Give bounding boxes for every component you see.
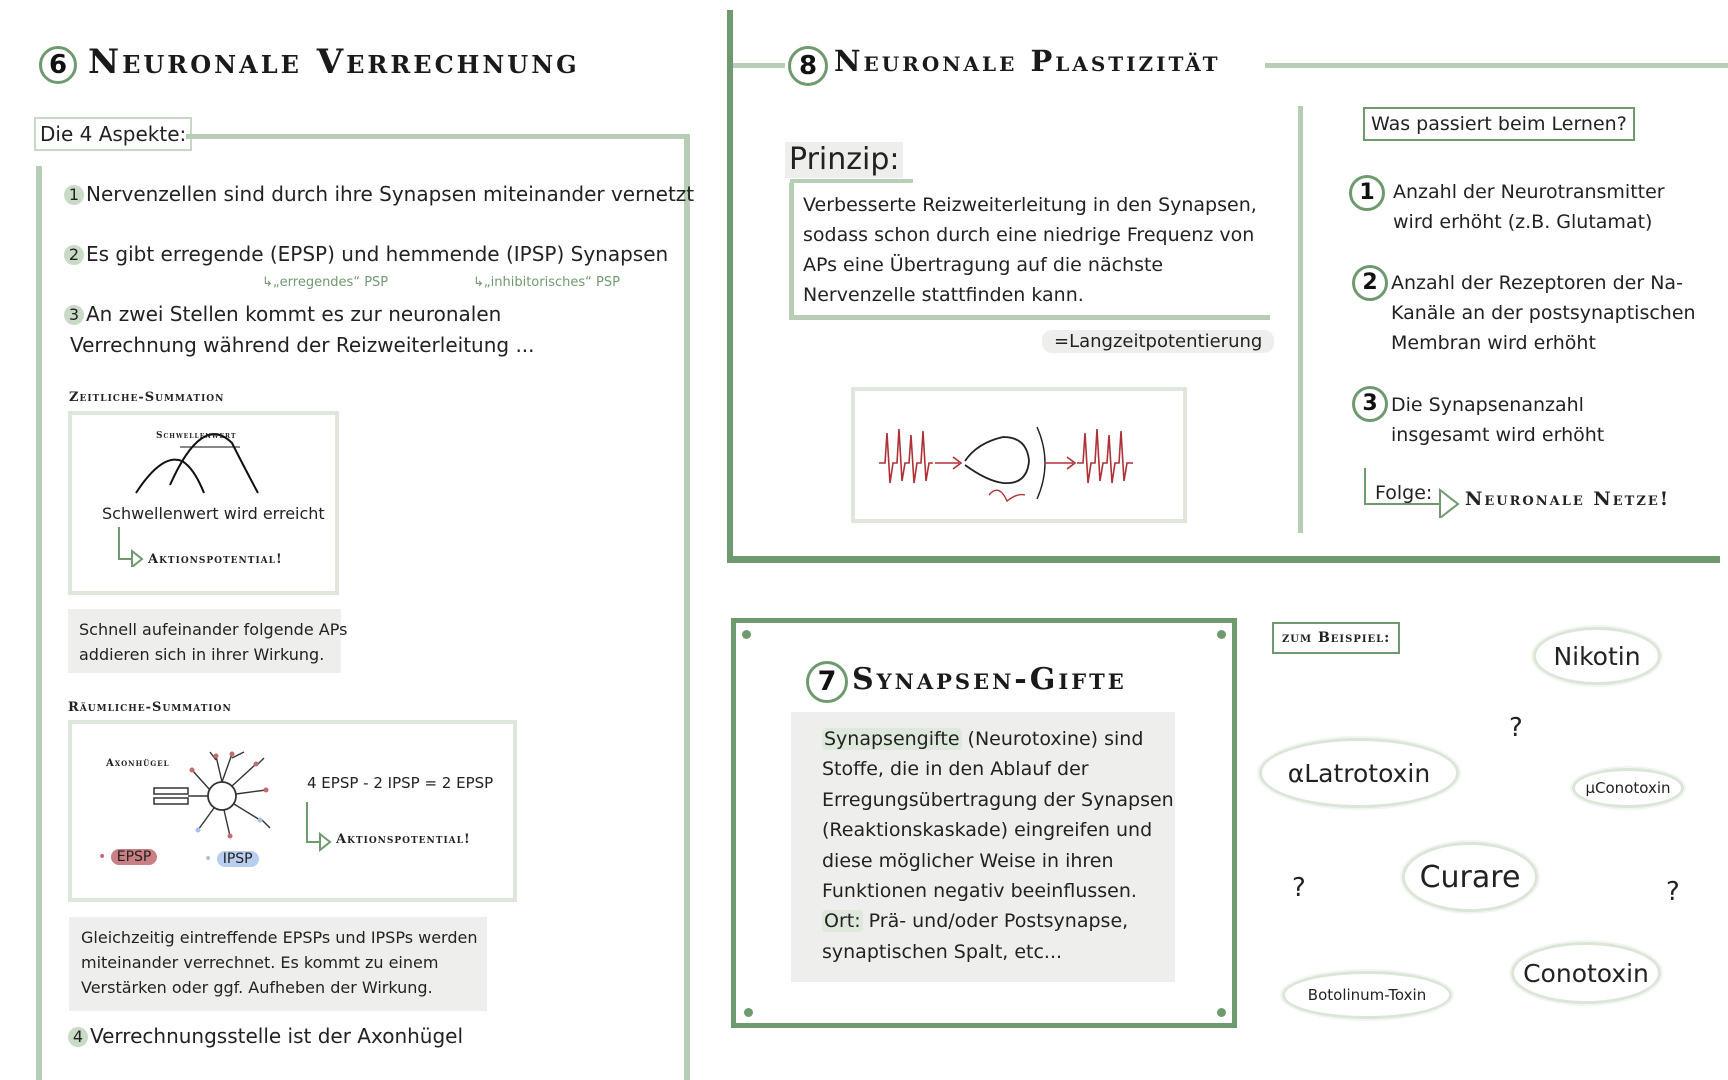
prinzip-line-2: sodass schon durch eine niedrige Frequenz von — [803, 224, 1255, 246]
lernen-number-1: 1 — [1349, 175, 1385, 211]
gifte-term: Synapsengifte — [824, 728, 960, 750]
prinzip-frame-left — [789, 183, 794, 319]
question-mark: ? — [1292, 873, 1306, 903]
lernen-point-2-line2: Kanäle an der postsynaptischen — [1391, 302, 1696, 324]
aspects-divider — [186, 134, 690, 139]
example-label: zum Beispiel: — [1272, 622, 1400, 654]
prinzip-line-3: APs eine Übertragung auf die nächste — [803, 254, 1164, 276]
section-number-6: 6 — [39, 46, 77, 84]
note-epsp-text: „erregendes“ PSP — [272, 275, 389, 290]
prinzip-line-4: Nervenzelle stattfinden kann. — [803, 284, 1084, 306]
zeitlich-description — [68, 609, 348, 673]
arrow-icon — [116, 527, 146, 567]
frame-corner-dot — [1217, 1008, 1226, 1017]
gifte-line-8: synaptischen Spalt, etc... — [822, 940, 1063, 963]
point-3-number: 3 — [64, 305, 84, 325]
point-2-number: 2 — [64, 245, 84, 265]
left-frame-right — [684, 134, 690, 1080]
question-mark: ? — [1666, 877, 1680, 907]
folge-value: Neuronale Netze! — [1465, 488, 1671, 510]
gifte-first: (Neurotoxine) sind — [961, 728, 1144, 750]
raeumlich-desc-line3: Verstärken oder ggf. Aufheben der Wirkung. — [81, 978, 433, 997]
gifte-line-2: Stoffe, die in den Ablauf der — [822, 758, 1089, 781]
summation-formula: 4 EPSP - 2 IPSP = 2 EPSP — [307, 774, 494, 792]
section8-frame-left — [727, 10, 733, 563]
legend-ipsp-label: IPSP — [217, 851, 259, 867]
lernen-point-3 — [1391, 390, 1604, 450]
zeitlich-desc-line2: addieren sich in ihrer Wirkung. — [79, 645, 325, 664]
axon-label: Axonhügel — [106, 758, 170, 769]
lernen-point-1 — [1393, 177, 1665, 237]
question-mark: ? — [1509, 713, 1523, 743]
section-title-plastizitaet: Neuronale Plastizität — [834, 44, 1221, 78]
lernen-number-3: 3 — [1352, 386, 1388, 422]
lernen-point-2-line1: Anzahl der Rezeptoren der Na- — [1391, 272, 1683, 294]
note-epsp-arrow-icon: ↳ — [262, 275, 273, 290]
toxin-botulinum: Botolinum-Toxin — [1282, 971, 1452, 1019]
ort-label: Ort: — [824, 910, 861, 933]
note-ipsp-arrow-icon: ↳ — [473, 275, 484, 290]
zeitlich-result: Aktionspotential! — [148, 552, 283, 567]
alpha-symbol: α — [1287, 758, 1305, 788]
gifte-line-4: (Reaktionskaskade) eingreifen und — [822, 819, 1153, 842]
section8-frame-bottom — [727, 556, 1720, 563]
prinzip-label: Prinzip: — [785, 142, 903, 178]
lernen-label: Was passiert beim Lernen? — [1363, 107, 1635, 141]
ort-text: Prä- und/oder Postsynapse, — [862, 910, 1129, 933]
lernen-point-2-line3: Membran wird erhöht — [1391, 332, 1596, 354]
lernen-divider — [1298, 106, 1303, 533]
neuron-icon — [152, 750, 272, 840]
conotoxin-small-name: Conotoxin — [1595, 779, 1671, 797]
point-4 — [68, 1021, 463, 1051]
prinzip-underline — [790, 179, 913, 183]
point-3 — [64, 299, 501, 329]
frame-corner-dot — [744, 1008, 753, 1017]
left-frame-left — [36, 166, 42, 1080]
toxin-latrotoxin — [1259, 738, 1459, 808]
section-title-gifte: Synapsen-Gifte — [852, 662, 1127, 697]
section8-title-line-left — [733, 63, 785, 68]
lernen-point-1-line1: Anzahl der Neurotransmitter — [1393, 181, 1665, 203]
epsp-dot-icon: • — [98, 849, 107, 865]
point-3-text-line1: An zwei Stellen kommt es zur neuronalen — [86, 302, 502, 326]
gifte-line-3: Erregungsübertragung der Synapsen — [822, 788, 1174, 811]
section-number-8: 8 — [788, 46, 828, 86]
toxin-curare: Curare — [1402, 842, 1538, 912]
ap-sketch-box — [851, 387, 1187, 523]
legend-epsp — [98, 849, 157, 865]
legend-epsp-label: EPSP — [111, 849, 158, 865]
prinzip-line-1: Verbesserte Reizweiterleitung in den Synapsen, — [803, 194, 1257, 216]
zeitlich-desc-line1: Schnell aufeinander folgende APs — [79, 620, 348, 639]
point-1 — [64, 179, 694, 209]
toxin-nikotin: Nikotin — [1533, 627, 1661, 685]
section-number-7: 7 — [806, 661, 848, 703]
toxin-conotoxin-small — [1572, 768, 1684, 808]
arrow-icon — [304, 802, 334, 852]
frame-corner-dot — [742, 630, 751, 639]
point-2-text: Es gibt erregende (EPSP) und hemmende (IPSP) Synapsen — [86, 242, 669, 266]
raeumlich-result: Aktionspotential! — [336, 832, 471, 847]
ltp-label: =Langzeitpotentierung — [1042, 330, 1274, 353]
point-1-number: 1 — [64, 185, 84, 205]
prinzip-frame-bottom — [789, 315, 1270, 320]
raeumlich-heading: Räumliche-Summation — [68, 700, 232, 715]
gifte-text — [822, 724, 1174, 967]
point-4-text: Verrechnungsstelle ist der Axonhügel — [90, 1024, 464, 1048]
lernen-point-1-line2: wird erhöht (z.B. Glutamat) — [1393, 211, 1653, 233]
point-3-line2: Verrechnung während der Reizweiterleitung ... — [70, 333, 535, 357]
note-ipsp — [473, 275, 620, 290]
ipsp-dot-icon: • — [204, 851, 213, 867]
gifte-line-1 — [822, 724, 1174, 754]
note-epsp — [262, 275, 388, 290]
threshold-label: Schwellenwert — [156, 431, 237, 441]
raeumlich-description — [69, 917, 487, 1011]
section8-title-line-right — [1265, 63, 1728, 68]
toxin-conotoxin: Conotoxin — [1511, 942, 1661, 1004]
zeitlich-sketch-box — [68, 411, 339, 595]
zeitlich-heading: Zeitliche-Summation — [69, 390, 225, 405]
prinzip-text — [803, 190, 1257, 310]
point-1-text: Nervenzellen sind durch ihre Synapsen miteinander vernetzt — [86, 182, 695, 206]
lernen-number-2: 2 — [1352, 265, 1388, 301]
lernen-point-3-line1: Die Synapsenanzahl — [1391, 394, 1584, 416]
legend-ipsp — [204, 851, 259, 867]
raeumlich-desc-line2: miteinander verrechnet. Es kommt zu einem — [81, 953, 439, 972]
mu-symbol: μ — [1585, 779, 1596, 797]
threshold-reached: Schwellenwert wird erreicht — [102, 504, 325, 523]
latrotoxin-name: Latrotoxin — [1304, 758, 1431, 788]
gifte-description — [791, 712, 1175, 982]
aspects-label: Die 4 Aspekte: — [34, 117, 192, 151]
section-title-verrechnung: Neuronale Verrechnung — [88, 42, 580, 82]
lernen-point-3-line2: insgesamt wird erhöht — [1391, 424, 1605, 446]
action-potential-synapse-icon — [877, 403, 1177, 513]
point-2 — [64, 239, 668, 269]
gifte-line-6: Funktionen negativ beeinflussen. — [822, 880, 1137, 903]
note-ipsp-text: „inhibitorisches“ PSP — [483, 275, 620, 290]
point-4-number: 4 — [68, 1027, 88, 1047]
gifte-line-5: diese möglicher Weise in ihren — [822, 849, 1114, 872]
raeumlich-sketch-box — [68, 720, 517, 902]
raeumlich-desc-line1: Gleichzeitig eintreffende EPSPs und IPSPs werden — [81, 928, 478, 947]
frame-corner-dot — [1217, 630, 1226, 639]
folge-label: Folge: — [1375, 482, 1433, 504]
lernen-point-2 — [1391, 268, 1696, 358]
gifte-line-7 — [822, 906, 1174, 936]
